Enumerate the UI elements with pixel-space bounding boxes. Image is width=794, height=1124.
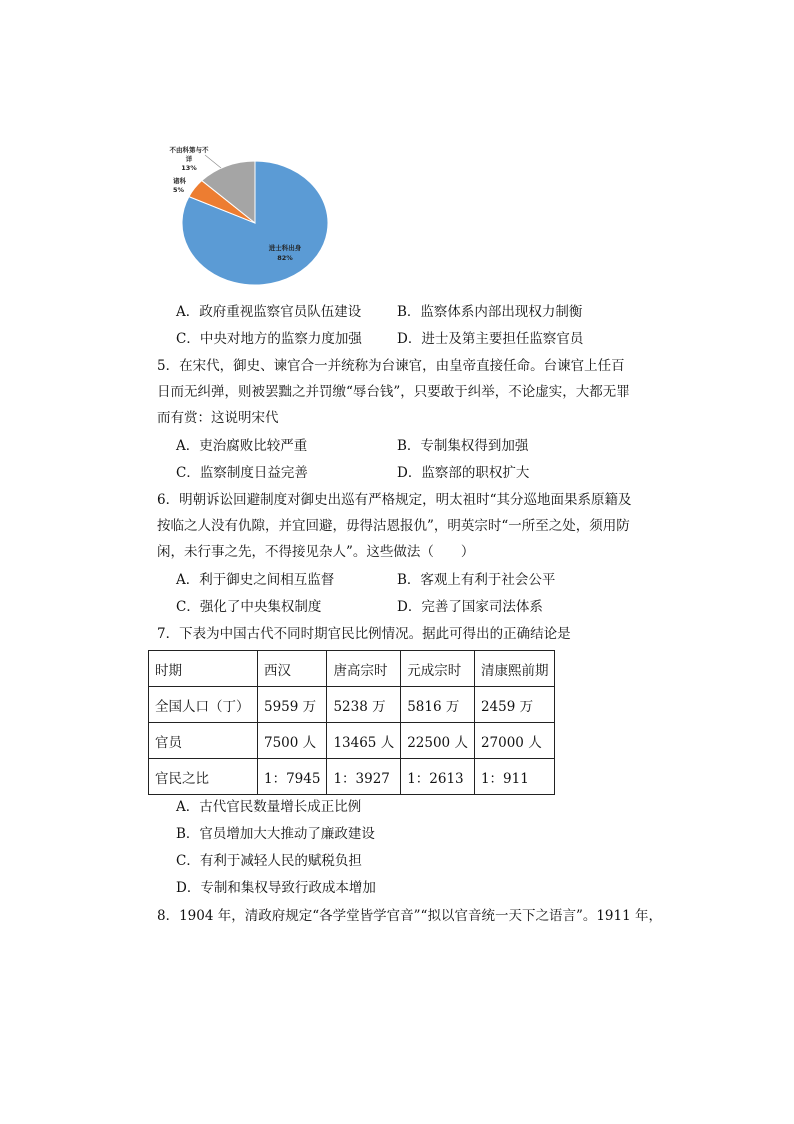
table-header-cell: 清康熙前期: [474, 651, 555, 687]
q5-option-d[interactable]: D．监察部的职权扩大: [397, 465, 530, 481]
q7-option-a[interactable]: A．古代官民数量增长成正比例: [176, 799, 362, 815]
q4-option-d[interactable]: D．进士及第主要担任监察官员: [397, 331, 584, 347]
q7-option-d[interactable]: D．专制和集权导致行政成本增加: [176, 880, 376, 896]
table-row: [149, 687, 555, 723]
pie-label-grey-value: 13%: [181, 164, 197, 172]
table-cell: 1：3927: [327, 759, 401, 795]
q5-stem-line-2: 日而无纠弹，则被罢黜之并罚缴“辱台钱”，只要敢于纠举，不论虚实，大都无罪: [157, 384, 630, 400]
table-cell: 官员: [149, 723, 258, 759]
pie-label-grey-line1: 不由科第与不: [169, 146, 209, 154]
q7-option-c[interactable]: C．有利于减轻人民的赋税负担: [176, 853, 362, 869]
q5-option-b[interactable]: B．专制集权得到加强: [397, 438, 529, 454]
official-ratio-table: [148, 650, 555, 795]
table-cell: 1：2613: [401, 759, 475, 795]
pie-label-main-value: 82%: [277, 254, 293, 262]
table-cell: 5816 万: [401, 687, 475, 723]
pie-label-grey-line2: 详: [185, 155, 193, 163]
q7-stem: 7．下表为中国古代不同时期官民比例情况。据此可得出的正确结论是: [157, 626, 571, 642]
table-header-cell: 时期: [149, 651, 258, 687]
table-cell: 22500 人: [401, 723, 475, 759]
pie-label-small: 诸科: [173, 177, 186, 185]
q6-option-d[interactable]: D．完善了国家司法体系: [397, 599, 543, 615]
q6-option-a[interactable]: A．利于御史之间相互监督: [176, 572, 335, 588]
q5-stem-line-1: 5．在宋代，御史、谏官合一并统称为台谏官，由皇帝直接任命。台谏官上任百: [157, 358, 625, 374]
q5-stem-line-3: 而有赏：这说明宋代: [157, 410, 279, 426]
table-header-cell: 西汉: [258, 651, 327, 687]
pie-chart: [155, 140, 355, 300]
table-cell: 1：911: [474, 759, 555, 795]
table-header-row: [149, 651, 555, 687]
table-cell: 5238 万: [327, 687, 401, 723]
table-cell: 7500 人: [258, 723, 327, 759]
q5-option-c[interactable]: C．监察制度日益完善: [176, 465, 308, 481]
table-header-cell: 元成宗时: [401, 651, 475, 687]
table-header-cell: 唐高宗时: [327, 651, 401, 687]
pie-label-main: 进士科出身: [268, 244, 302, 252]
q8-stem-line-1: 8．1904 年，清政府规定“各学堂皆学官音”“拟以官音统一天下之语言”。1911 年，: [157, 908, 662, 924]
table-cell: 13465 人: [327, 723, 401, 759]
table-cell: 27000 人: [474, 723, 555, 759]
q5-option-a[interactable]: A．吏治腐败比较严重: [176, 438, 308, 454]
table-cell: 5959 万: [258, 687, 327, 723]
table-cell: 官民之比: [149, 759, 258, 795]
q6-stem-line-1: 6．明朝诉讼回避制度对御史出巡有严格规定，明太祖时“其分巡地面果系原籍及: [157, 492, 632, 508]
table-row: [149, 759, 555, 795]
table-row: [149, 723, 555, 759]
q4-option-b[interactable]: B．监察体系内部出现权力制衡: [397, 304, 583, 320]
q4-option-c[interactable]: C．中央对地方的监察力度加强: [176, 331, 362, 347]
q4-option-a[interactable]: A．政府重视监察官员队伍建设: [176, 304, 362, 320]
table-cell: 全国人口（丁）: [149, 687, 258, 723]
q6-option-b[interactable]: B．客观上有利于社会公平: [397, 572, 556, 588]
q6-stem-line-2: 按临之人没有仇隙，并宜回避，毋得沽恩报仇”，明英宗时“一所至之处，须用防: [157, 518, 630, 534]
q6-option-c[interactable]: C．强化了中央集权制度: [176, 599, 322, 615]
q6-stem-line-3: 闲，未行事之先，不得接见杂人”。这些做法（ ）: [157, 544, 475, 560]
pie-label-small-value: 5%: [173, 186, 185, 194]
pie-leader-line: [205, 155, 221, 168]
table-cell: 2459 万: [474, 687, 555, 723]
q7-option-b[interactable]: B．官员增加大大推动了廉政建设: [176, 826, 375, 842]
table-cell: 1：7945: [258, 759, 327, 795]
